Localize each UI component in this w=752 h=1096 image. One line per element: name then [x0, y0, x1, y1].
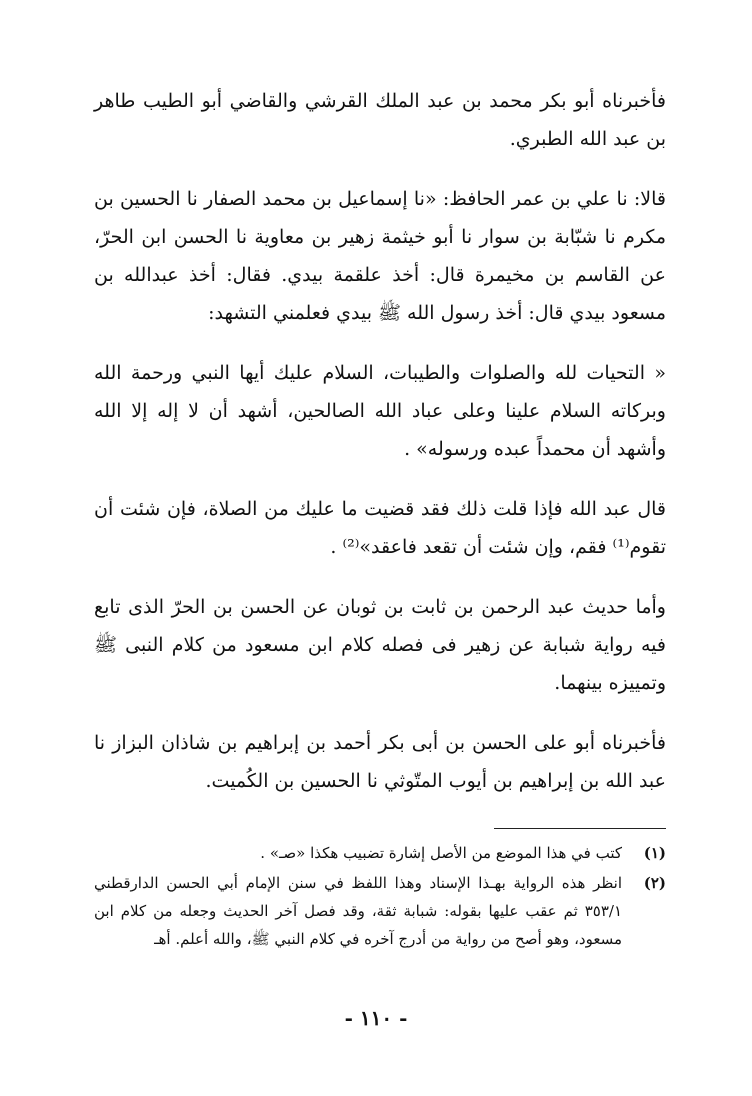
footnote-text: انظر هذه الرواية بهـذا الإسناد وهذا اللفظ في سنن الإمام أبي الحسن الدارقطني ٣٥٣/١ ثم عقب عليها بقوله: شبابة ثقة، وقد فصل آخر الحديث وجعله من كلام ابن مسعود، وهو أصح من رواية من أدرج آخره في كلام النبي ﷺ، والله أعلم. أهـ — [94, 874, 622, 948]
footnotes — [94, 839, 666, 953]
footnote-ref-1: ⁽¹⁾ — [612, 536, 630, 558]
paragraph-6 — [94, 724, 666, 800]
paragraph-text: « التحيات لله والصلوات والطيبات، السلام عليك أيها النبي ورحمة الله وبركاته السلام علينا وعلى عباد الله الصالحين، أشهد أن لا إله إلا الله وأشهد أن محمداً عبده ورسوله» . — [94, 362, 666, 460]
paragraph-1 — [94, 82, 666, 158]
paragraph-text: قالا: نا علي بن عمر الحافظ: «نا إسماعيل بن محمد الصفار نا الحسين بن مكرم نا شبّابة بن سوار نا أبو خيثمة زهير بن معاوية نا الحسن ابن الحرّ، عن القاسم بن مخيمرة قال: أخذ علقمة بيدي. فقال: أخذ عبدالله بن مسعود بيدي قال: أخذ رسول الله ﷺ بيدي فعلمني التشهد: — [94, 188, 666, 324]
footnote-text: كتب في هذا الموضع من الأصل إشارة تضبيب هكذا «صـ» . — [260, 844, 622, 862]
footnote-number: (٢) — [643, 874, 666, 892]
paragraph-text: وأما حديث عبد الرحمن بن ثابت بن ثوبان عن الحسن بن الحرّ الذى تابع فيه رواية شبابة عن زهير فى فصله كلام ابن مسعود من كلام النبى ﷺ وتمييزه بينهما. — [94, 596, 666, 694]
footnote-separator-wrap — [94, 828, 666, 829]
page-number: - ١١٠ - — [344, 1006, 408, 1030]
main-text — [94, 82, 666, 800]
footnote-ref-2: ⁽²⁾ — [342, 536, 360, 558]
footnote-number: (١) — [643, 844, 666, 862]
footnote-1 — [94, 839, 666, 867]
footnote-separator — [494, 828, 666, 829]
paragraph-text: قال عبد الله فإذا قلت ذلك فقد قضيت ما عليك من الصلاة، فإن شئت أن تقوم — [94, 498, 666, 558]
paragraph-2 — [94, 180, 666, 332]
paragraph-5 — [94, 588, 666, 702]
paragraph-text: فأخبرناه أبو على الحسن بن أبى بكر أحمد بن إبراهيم بن شاذان البزاز نا عبد الله بن إبراهيم بن أيوب المتّوثي نا الحسين بن الكُميت. — [94, 732, 666, 792]
paragraph-4 — [94, 490, 666, 566]
footnote-2 — [94, 869, 666, 953]
paragraph-text: فقم، وإن شئت أن تقعد فاعقد» — [359, 536, 613, 558]
paragraph-3-tashahhud — [94, 354, 666, 468]
paragraph-text: فأخبرناه أبو بكر محمد بن عبد الملك القرشي والقاضي أبو الطيب طاهر بن عبد الله الطبري. — [94, 90, 666, 150]
paragraph-text: . — [330, 536, 343, 558]
